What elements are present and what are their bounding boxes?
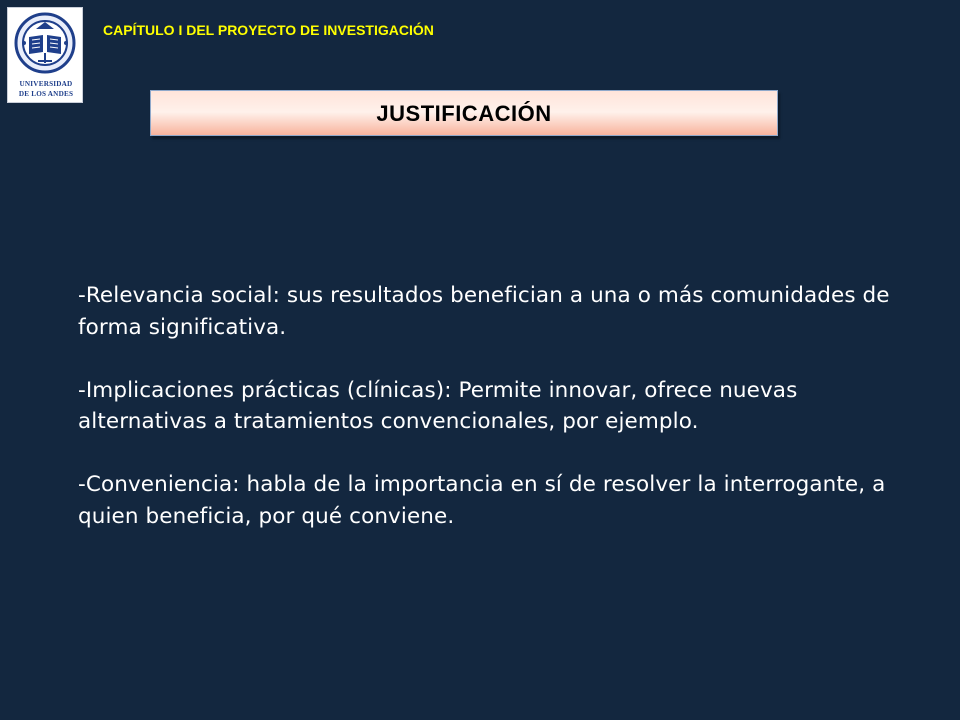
university-logo — [7, 7, 83, 103]
chapter-title: CAPÍTULO I DEL PROYECTO DE INVESTIGACIÓN — [103, 22, 434, 38]
university-seal-icon — [12, 12, 78, 76]
logo-text-line1: UNIVERSIDAD — [19, 80, 73, 88]
paragraph-conveniencia: -Conveniencia: habla de la importancia en sí de resolver la interrogante, a quien beneficia, por qué conviene. — [78, 472, 886, 530]
section-title: JUSTIFICACIÓN — [376, 101, 552, 126]
paragraph-relevancia-social: -Relevancia social: sus resultados benefician a una o más comunidades de forma significativa. — [78, 283, 890, 340]
justification-content — [78, 280, 898, 533]
paragraph-implicaciones-practicas: -Implicaciones prácticas (clínicas): Permite innovar, ofrece nuevas alternativas a tratamientos convencionales, por ejemplo. — [78, 377, 798, 435]
section-title-box — [150, 90, 778, 136]
logo-text-line2: DE LOS ANDES — [18, 90, 74, 98]
